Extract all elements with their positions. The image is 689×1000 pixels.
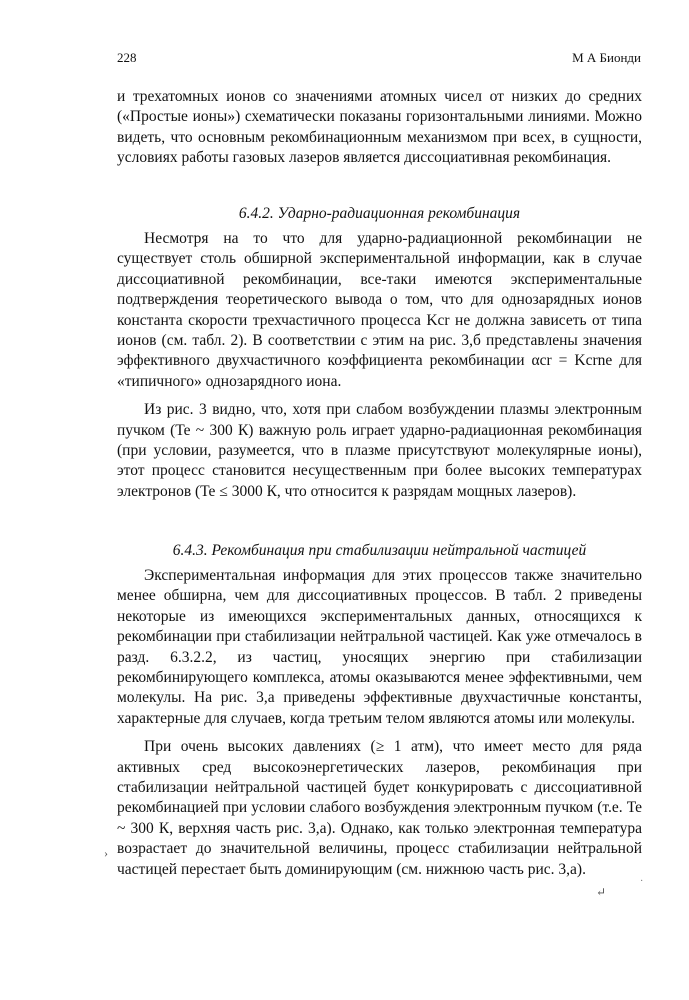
margin-tick-mark: ›: [104, 846, 108, 860]
paragraph: Из рис. 3 видно, что, хотя при слабом возбуждении плазмы электронным пучком (Te ~ 300 К) важную роль играет ударно-радиационная рекомбинация (при условии, разумеется, что в плазме присутствуют молекулярные ионы), этот процесс становится несущественным при более высоких температурах электронов (Te ≤ 3000 К, что относится к разрядам мощных лазеров).: [117, 401, 642, 500]
page-number: 228: [117, 50, 137, 65]
section-heading-6-4-2: 6.4.2. Ударно-радиационная рекомбинация: [238, 205, 521, 222]
running-head: [117, 50, 641, 66]
paragraph: При очень высоких давлениях (≥ 1 атм), что имеет место для ряда активных сред высокоэнергетических лазеров, рекомбинация при стабилизации нейтральной частицей будет конкурировать с диссоциативной рекомбинацией при условии слабого возбуждения электронным пучком (т.е. Te ~ 300 К, верхняя часть рис. 3,а). Однако, как только электронная температура возрастает до значительной величины, процесс стабилизации нейтральной частицей перестает быть доминирующим (см. нижнюю часть рис. 3,а).: [117, 738, 642, 878]
section-6-4-3-body: [117, 566, 642, 880]
dot-mark: ·: [640, 876, 644, 887]
end-tick-mark: ↵: [596, 885, 607, 899]
section-heading-6-4-3: 6.4.3. Рекомбинация при стабилизации нейтральной частицей: [172, 542, 587, 559]
paragraph: и трехатомных ионов со значениями атомных чисел от низких до средних («Простые ионы») схематически показаны горизонтальными линиями. Можно видеть, что основным рекомбинационным механизмом при всех, в сущности, условиях работы газовых лазеров является диссоциативная рекомбинация.: [117, 88, 642, 167]
continuation-section: [117, 87, 642, 169]
paragraph: Экспериментальная информация для этих процессов также значительно менее обширна, чем для диссоциативных процессов. В табл. 2 приведены некоторые из имеющихся экспериментальных данных, относящихся к рекомбинации при стабилизации нейтральной частицей. Как уже отмечалось в разд. 6.3.2.2, из частиц, уносящих энергию при стабилизации рекомбинирующего комплекса, атомы оказываются менее эффективными, чем молекулы. На рис. 3,а приведены эффективные двухчастичные константы, характерные для случаев, когда третьим телом являются атомы или молекулы.: [117, 567, 642, 727]
paragraph: Несмотря на то что для ударно-радиационной рекомбинации не существует столь обширной экспериментальной информации, как в случае диссоциативной рекомбинации, все-таки имеются экспериментальные подтверждения теоретического вывода о том, что для однозарядных ионов константа скорости трехчастичного процесса Kcr не должна зависеть от типа ионов (см. табл. 2). В соответствии с этим на рис. 3,б представлены значения эффективного двухчастичного коэффициента рекомбинации αcr = Kcrne для «типичного» однозарядного иона.: [117, 230, 642, 390]
running-title: М А Бионди: [572, 50, 641, 65]
section-6-4-2-body: [117, 229, 642, 502]
